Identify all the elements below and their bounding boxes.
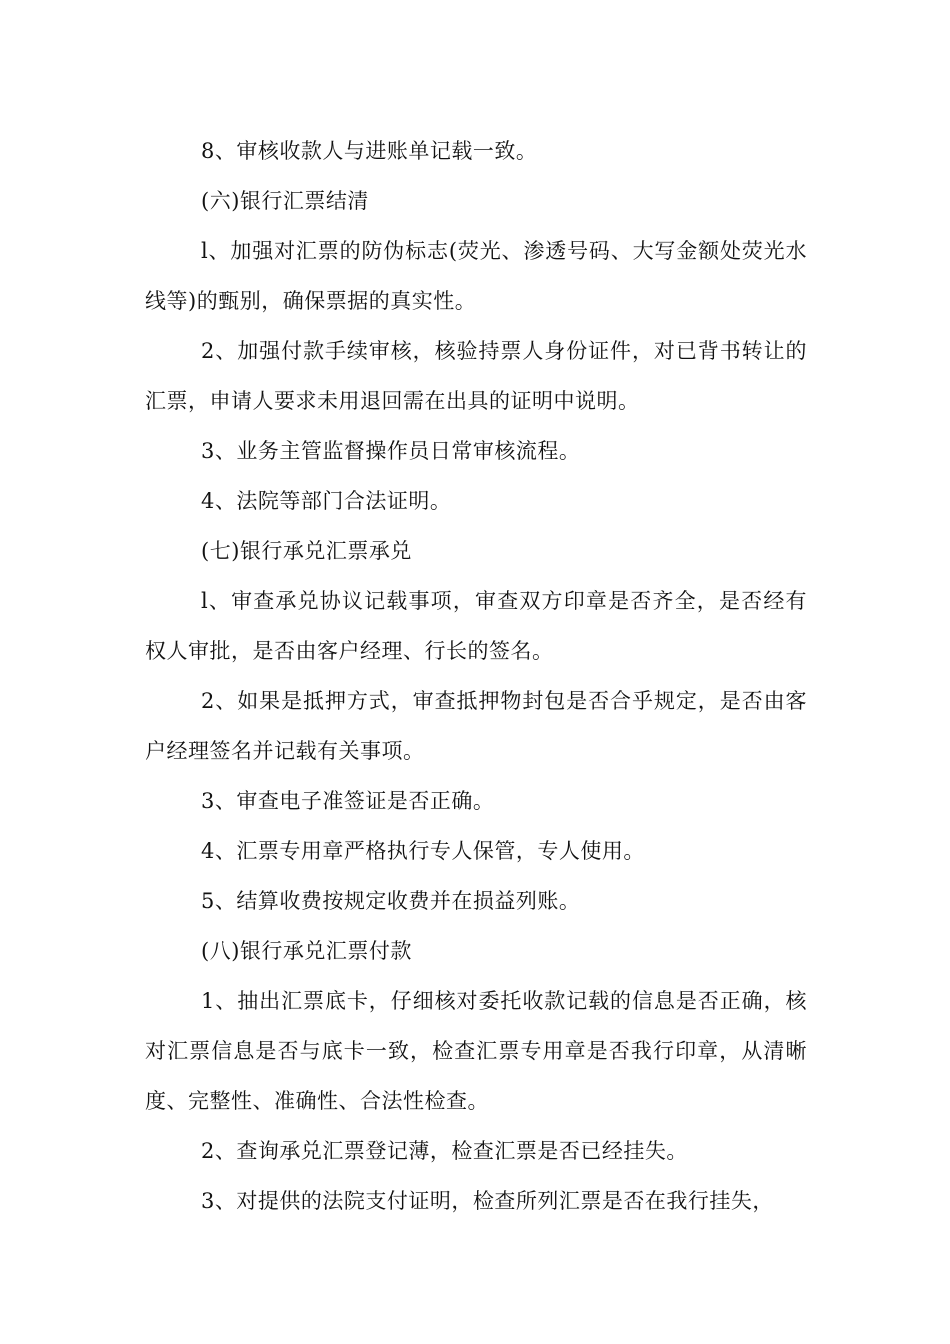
paragraph-item-1: l、审查承兑协议记载事项，审查双方印章是否齐全，是否经有权人审批，是否由客户经理、行长的签名。 [145,589,807,663]
paragraph-item-2: 2、加强付款手续审核，核验持票人身份证件，对已背书转让的汇票，申请人要求未用退回需在出具的证明中说明。 [145,339,807,413]
paragraph-item-4: 4、汇票专用章严格执行专人保管，专人使用。 [201,839,645,863]
paragraph-item-3: 3、业务主管监督操作员日常审核流程。 [201,439,581,463]
paragraph-item-8: 8、审核收款人与进账单记载一致。 [201,139,538,163]
document-body [145,126,807,1226]
paragraph-item-2: 2、如果是抵押方式，审查抵押物封包是否合乎规定，是否由客户经理签名并记载有关事项。 [145,689,807,763]
paragraph-item-4: 4、法院等部门合法证明。 [201,489,452,513]
paragraph-item-5: 5、结算收费按规定收费并在损益列账。 [201,889,581,913]
paragraph-item-2: 2、查询承兑汇票登记薄，检查汇票是否已经挂失。 [201,1139,688,1163]
section-heading-7: (七)银行承兑汇票承兑 [201,539,412,563]
section-heading-8: (八)银行承兑汇票付款 [201,939,412,963]
paragraph-item-3: 3、对提供的法院支付证明，检查所列汇票是否在我行挂失， [201,1189,774,1213]
paragraph-item-1: 1、抽出汇票底卡，仔细核对委托收款记载的信息是否正确，核对汇票信息是否与底卡一致，检查汇票专用章是否我行印章，从清晰度、完整性、准确性、合法性检查。 [145,989,807,1113]
section-heading-6: (六)银行汇票结清 [201,189,369,213]
paragraph-item-3: 3、审查电子准签证是否正确。 [201,789,495,813]
paragraph-item-1: l、加强对汇票的防伪标志(荧光、渗透号码、大写金额处荧光水线等)的甄别，确保票据的真实性。 [145,239,807,313]
